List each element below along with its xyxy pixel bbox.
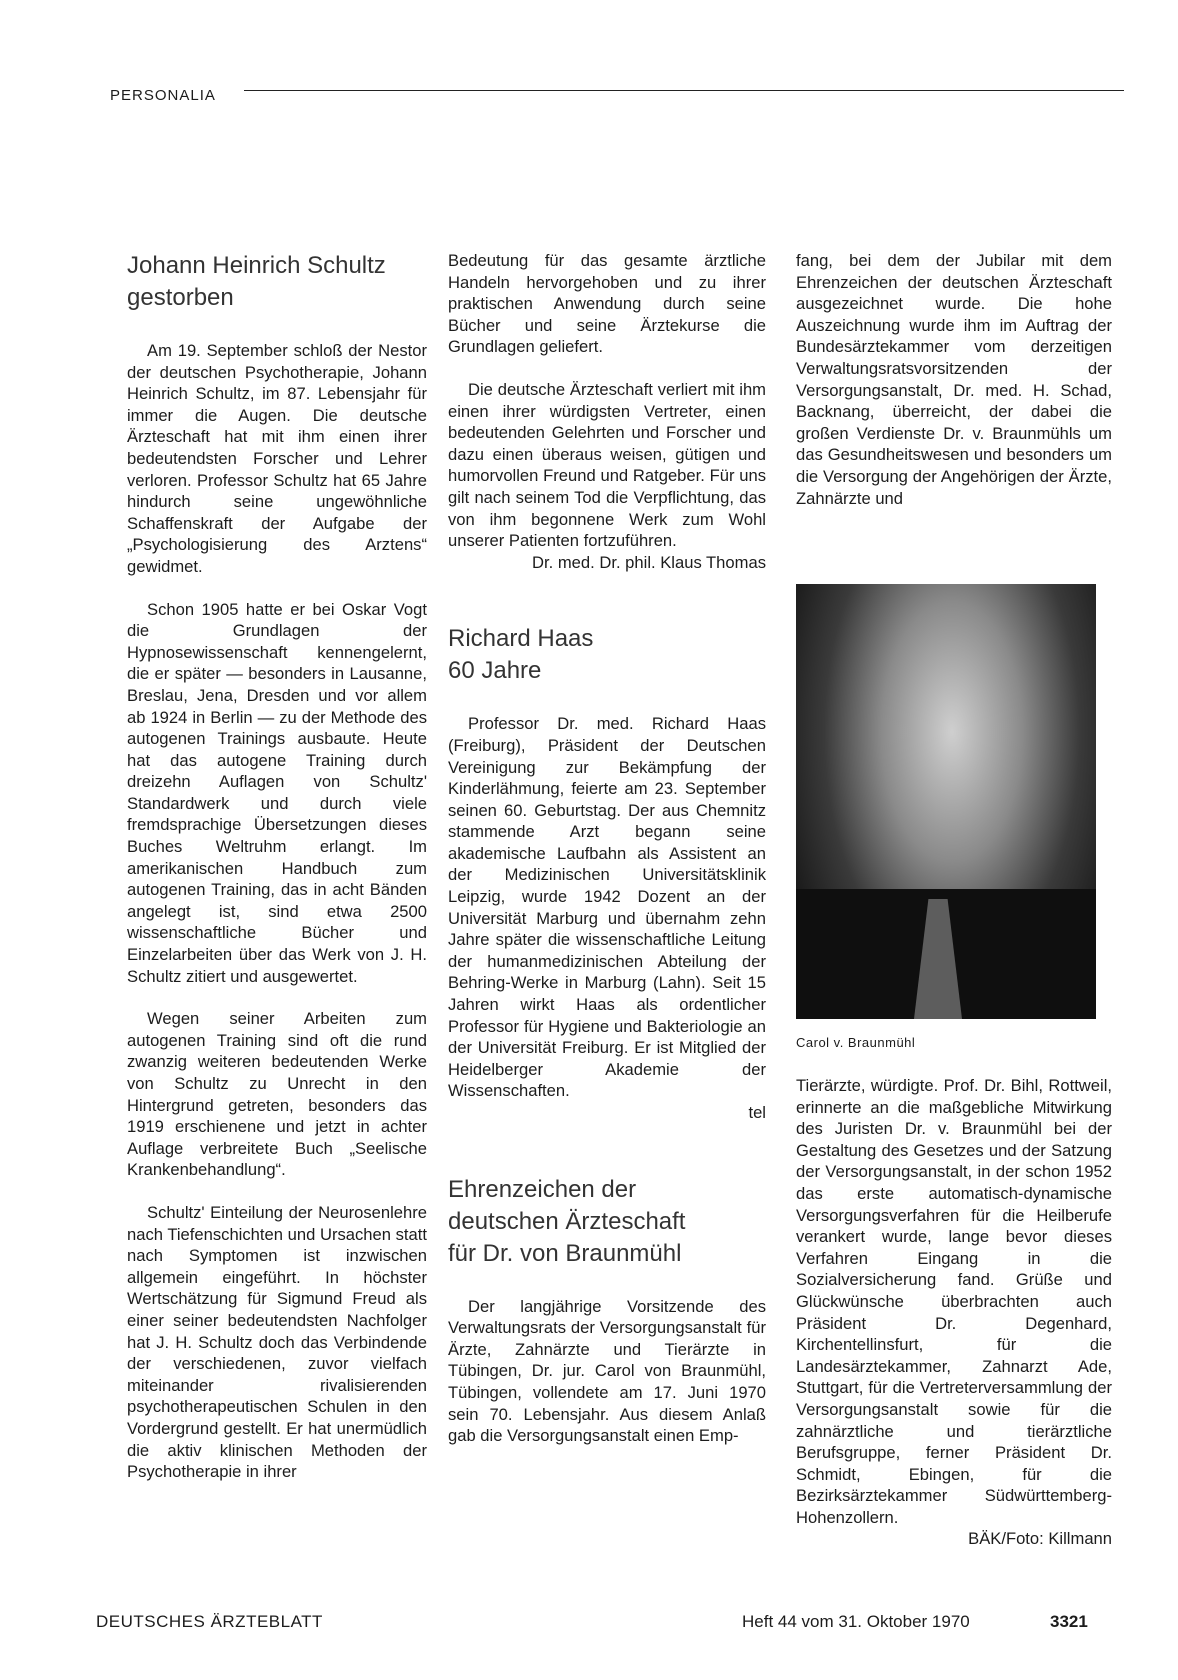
article-1-title-line: gestorben [127,284,234,311]
article-3-title-line: für Dr. von Braunmühl [448,1239,682,1267]
article-3-title [448,1174,766,1270]
article-2-title [448,623,766,687]
footer-journal: DEUTSCHES ÄRZTEBLATT [96,1612,323,1631]
article-1-paragraph: Am 19. September schloß der Nestor der deutschen Psychotherapie, Johann Heinrich Schultz, im 87. Lebensjahr für immer die Augen. Die deutsche Ärzteschaft hat mit ihm einen ihrer bedeutendsten Forscher und Lehrer verloren. Professor Schultz hat 65 Jahre hindurch seine ungewöhnliche Schaffenskraft der Aufgabe der „Psychologisierung des Arztens“ gewidmet. [127,341,427,576]
photo-caption: Carol v. Braunmühl [796,1035,916,1050]
article-2-title-line: 60 Jahre [448,657,542,685]
article-3-title-line: deutschen Ärzteschaft [448,1207,686,1235]
article-2-title-line: Richard Haas [448,625,594,653]
article-1-signature: Dr. med. Dr. phil. Klaus Thomas [532,552,766,572]
article-3-paragraph: Tierärzte, würdigte. Prof. Dr. Bihl, Rottweil, erinnerte an die maßgebliche Mitwirkung des Juristen Dr. v. Braunmühl bei der Gestaltung des Gesetzes und der Satzung der Versorgungsanstalt, in der schon 1952 das erste automatisch-dynamische Versorgungsverfahren für die Heilberufe verankert wurde, lange bevor dieses Verfahren Eingang in die Sozialversicherung fand. Grüße und Glückwünsche überbrachten auch Präsident Dr. Degenhard, Kirchentellinsfurt, für die Landesärztekammer, Zahnarzt Ade, Stuttgart, für die Vertreterversammlung der Versorgungsanstalt sowie für die zahnärztliche und tierärztliche Berufsgruppe, ferner Präsident Dr. Schmidt, Ebingen, für die Bezirksärztekammer Südwürttemberg-Hohenzollern. [796,1076,1112,1527]
section-label: PERSONALIA [110,87,216,104]
article-3-paragraph: fang, bei dem der Jubilar mit dem Ehrenzeichen der deutschen Ärzteschaft ausgezeichnet wurde. Die hohe Auszeichnung wurde ihm im Auftrag der Bundesärztekammer vom derzeitigen Verwaltungsratsvorsitzenden der Versorgungsanstalt, Dr. med. H. Schad, Backnang, überreicht, der dabei die großen Verdienste Dr. v. Braunmühls um das Gesundheitswesen und besonders um die Versorgung der Angehörigen der Ärzte, Zahnärzte und [796,251,1112,508]
article-1-paragraph: Bedeutung für das gesamte ärztliche Handeln hervorgehoben und zu ihrer praktischen Anwendung durch seine Bücher und seine Ärztekurse die Grundlagen geliefert. [448,251,766,357]
column-1 [127,250,427,1483]
article-1-paragraph: Schon 1905 hatte er bei Oskar Vogt die Grundlagen der Hypnosewissenschaft kennengelernt, die er später — besonders in Lausanne, Breslau, Jena, Dresden und vor allem ab 1924 in Berlin — zu der Methode des autogenen Trainings ausbaute. Heute hat das autogene Training durch dreizehn Auflagen von Schultz' Standardwerk und durch viele fremdsprachige Übersetzungen dieses Buches Weltruhm erlangt. Im amerikanischen Handbuch zum autogenen Training, das in acht Bänden angelegt ist, sind etwa 2500 wissenschaftliche Bücher und Einzelarbeiten über das Werk von J. H. Schultz zitiert und ausgewertet. [127,599,427,986]
article-1-paragraph: Die deutsche Ärzteschaft verliert mit ihm einen ihrer würdigsten Vertreter, einen bedeutenden Gelehrten und Forscher und dazu einen überaus weisen, gütigen und humorvollen Freund und Ratgeber. Für uns gilt nach seinem Tod die Verpflichtung, das von ihm begonnene Werk zum Wohl unserer Patienten fortzuführen. [448,379,766,551]
column-3 [796,250,1112,509]
article-3-credit: BÄK/Foto: Killmann [968,1529,1112,1549]
footer-issue: Heft 44 vom 31. Oktober 1970 [742,1612,970,1631]
article-2-paragraph: Professor Dr. med. Richard Haas (Freiburg), Präsident der Deutschen Vereinigung zur Bekämpfung der Kinderlähmung, feierte am 23. September seinen 60. Geburtstag. Der aus Chemnitz stammende Arzt begann seine akademische Laufbahn als Assistent an der Medizinischen Universitätsklinik Leipzig, wurde 1942 Dozent an der Universität Marburg und übernahm zehn Jahre später die wissenschaftliche Leitung der humanmedizinischen Abteilung der Behring-Werke in Marburg (Lahn). Seit 15 Jahren wirkt Haas als ordentlicher Professor für Hygiene und Bakteriologie an der Universität Freiburg. Er ist Mitglied der Heidelberger Akademie der Wissenschaften. [448,714,766,1101]
portrait-photo [796,584,1096,1019]
column-3-lower [796,1075,1112,1550]
article-3-paragraph: Der langjährige Vorsitzende des Verwaltungsrats der Versorgungsanstalt für Ärzte, Zahnärzte und Tierärzte in Tübingen, Dr. jur. Carol von Braunmühl, Tübingen, vollendete am 17. Juni 1970 sein 70. Lebensjahr. Aus diesem Anlaß gab die Versorgungsanstalt einen Emp- [448,1296,766,1446]
header-rule [244,90,1124,91]
article-3-title-line: Ehrenzeichen der [448,1175,637,1203]
column-2 [448,250,766,1447]
article-1-title [127,250,427,314]
footer-page-number: 3321 [1050,1612,1088,1631]
article-1-paragraph: Wegen seiner Arbeiten zum autogenen Training sind oft die rund zwanzig weiteren bedeutenden Werke von Schultz zu Unrecht in den Hintergrund getreten, besonders das 1919 erschienene und jetzt in achter Auflage verbreitete Buch „Seelische Krankenbehandlung“. [127,1009,427,1180]
article-1-paragraph: Schultz' Einteilung der Neurosenlehre nach Tiefenschichten und Ursachen statt nach Symptomen ist inzwischen allgemein eingeführt. In höchster Wertschätzung für Sigmund Freud als einer seiner bedeutendsten Nachfolger hat J. H. Schultz doch das Verbindende der verschiedenen, zuvor vielfach miteinander rivalisierenden psychotherapeutischen Schulen in den Vordergrund gestellt. Er hat unermüdlich die aktiv klinischen Methoden der Psychotherapie in ihrer [127,1202,427,1482]
article-1-title-line: Johann Heinrich Schultz [127,252,386,279]
article-2-signature: tel [748,1103,766,1122]
